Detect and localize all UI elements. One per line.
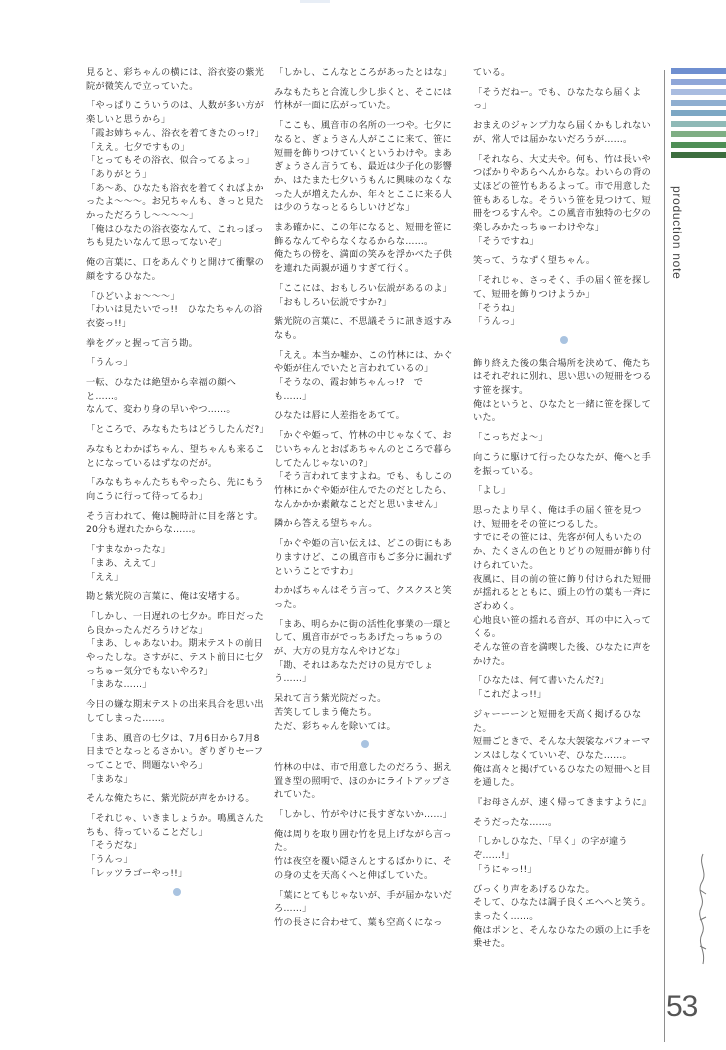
paragraph: 「うんっ」 <box>86 357 133 369</box>
decorative-color-stripes <box>671 68 726 172</box>
paragraph: 向こうに駆けて行ったひなたが、俺へと手を振っている。 <box>473 451 652 477</box>
color-stripe <box>671 100 726 106</box>
paragraph: 紫光院の言葉に、不思議そうに訊き返すみなも。 <box>274 316 453 341</box>
separator-dot-icon <box>560 336 568 344</box>
text-column-right <box>473 66 655 957</box>
color-stripe <box>671 121 726 127</box>
paragraph: おまえのジャンプ力なら届くかもしれないが、常人では届かないだろうが……。 <box>473 120 651 145</box>
paragraph: 「まあ、風音の七夕は、7月6日から7月8日までとなっとるさかい。ぎりぎりセーフってことで、問題ないやろ」 「まあな」 <box>86 732 264 785</box>
paragraph: 『お母さんが、速く帰ってきますように』 <box>473 797 652 809</box>
paragraph: ジャーーーンと短冊を天高く掲げるひなた。 短冊ごときで、そんな大袈裟なパフォーマンスはしなくていいぞ、ひなた……。 俺は高々と掲げているひなたの短冊へと目を通した。 <box>473 708 652 789</box>
paragraph: 「ここには、おもしろい伝説があるのよ」 「おもしろい伝説ですか?」 <box>274 282 453 308</box>
paragraph: 「ここも、風音市の名所の一つや。七夕になると、ぎょうさん人がここに来て、笹に短冊を飾りつけていくというわけや。まあぎょうさん言うても、最近は少子化の影響か、はたまた七夕いうもんに興味のなくなった人が増えたんか、年々とここに来る人は少のうなっとるらしいけどな」 <box>274 120 453 214</box>
paragraph: 「それじゃ、いきましょうか。鳴風さんたちも、待っていることだし」 「そうだな」 「うんっ」 「レッツラゴーやっ!!」 <box>86 813 265 879</box>
paragraph: 「こっちだよ～」 <box>473 432 548 444</box>
text-column-left <box>86 66 268 908</box>
paragraph: 「かぐや姫の言い伝えは、どこの街にもありますけど、この風音市もご多分に漏れずということですわ」 <box>274 538 453 577</box>
paragraph: ている。 <box>473 67 511 78</box>
paragraph: 「ええ。本当か嘘か、この竹林には、かぐや姫が住んでいたと言われているの」 「そうなの、霞お姉ちゃんっ!? でも……」 <box>274 349 453 402</box>
paragraph: 「ひなたは、何て書いたんだ?」 「これだよっ!!」 <box>473 675 610 701</box>
color-stripe <box>671 152 726 158</box>
paragraph: わかばちゃんはそう言って、クスクスと笑った。 <box>274 585 452 610</box>
paragraph: 「葉にとてもじゃないが、手が届かないだろ……」 竹の長さに合わせて、葉も空高くになっ <box>274 889 453 928</box>
paragraph: そう言われて、俺は腕時計に目を落とす。 20分も遅れたからな……。 <box>86 510 264 536</box>
paragraph: 竹林の中は、市で用意したのだろう、据え置き型の照明で、ほのかにライトアップされていた。 <box>274 761 453 801</box>
paragraph: びっくり声をあげるひなた。 そして、ひなたは調子良くエヘヘと笑う。 まったく……。 俺はポンと、そんなひなたの頭の上に手を乗せた。 <box>473 883 652 950</box>
top-edge-mark <box>300 0 330 3</box>
paragraph: 「すまなかったな」 「まあ、ええて」 「ええ」 <box>86 544 171 583</box>
paragraph: 隣から答える望ちゃん。 <box>274 518 378 530</box>
paragraph: 俺は周りを取り囲む竹を見上げながら言った。 竹は夜空を覆い隠さんとするばかりに、その身の丈を天高くへと伸ばしていた。 <box>274 828 453 881</box>
scene-separator <box>473 335 655 349</box>
paragraph: 「しかし、こんなところがあったとはな」 <box>274 67 452 78</box>
paragraph: 飾り終えた後の集合場所を決めて、俺たちはそれぞれに別れ、思い思いの短冊をつるす笹を探す。 俺はというと、ひなたと一緒に笹を探していた。 <box>473 357 652 424</box>
paragraph: 拳をグッと握って言う勘。 <box>86 337 198 349</box>
page-number: 53 <box>666 990 698 1023</box>
paragraph: 「それなら、大丈夫や。何も、竹は長いやつばかりやあらへんからな。わいらの背の丈ほどの笹竹もあるよって。市で用意した笹もあるしな。そういう笹を見つけて、短冊をつるすんや。この風音市独特の七夕の楽しみかたっちゅーわけやな」 「そうですね」 <box>473 153 652 247</box>
paragraph: 「まあ、明らかに街の活性化事業の一環として、風音市がでっちあげたっちゅうのが、大方の見方なんやけどな」 「勘、それはあなただけの見方でしょう……」 <box>274 618 452 685</box>
paragraph: みなもたちと合流し少し歩くと、そこには竹林が一面に広がっていた。 <box>274 86 453 112</box>
text-column-middle <box>274 66 456 936</box>
color-stripe <box>671 110 726 116</box>
paragraph: まあ確かに、この年になると、短冊を笹に飾るなんてやらなくなるからな……。 俺たちの傍を、満面の笑みを浮かべた子供を連れた両親が通りすぎて行く。 <box>274 222 453 275</box>
color-stripe <box>671 142 726 148</box>
paragraph: 「しかし、竹がやけに長すぎないか……」 <box>274 809 453 821</box>
paragraph: そうだったな……。 <box>473 816 558 828</box>
color-stripe <box>671 68 726 74</box>
scene-separator <box>86 887 268 901</box>
paragraph: 笑って、うなずく望ちゃん。 <box>473 255 596 267</box>
paragraph: ひなたは唇に人差指をあてて。 <box>274 410 406 422</box>
side-divider-line <box>664 70 665 1042</box>
paragraph: 「そうだねー。でも、ひなたなら届くよっ」 <box>473 86 642 112</box>
paragraph: 思ったより早く、俺は手の届く笹を見つけ、短冊をその笹につるした。 すでにその笹には、先客が何人もいたのか、たくさんの色とりどりの短冊が飾り付けられていた。 夜風に、目の前の笹に飾り付けられた短冊が揺れるとともに、頭上の竹の葉も一斉にざわめく。 心地良い笹の揺れる音が、耳の中に入ってくる。 そんな笹の音を満喫した後、ひなたに声をかけた。 <box>473 504 652 667</box>
signature-script-logo <box>694 850 712 970</box>
paragraph: 見ると、彩ちゃんの横には、浴衣姿の紫光院が微笑んで立っていた。 <box>86 67 265 92</box>
paragraph: そんな俺たちに、紫光院が声をかける。 <box>86 793 255 805</box>
scene-separator <box>274 739 456 753</box>
separator-dot-icon <box>361 740 369 748</box>
paragraph: 今日の嫌な期末テストの出来具合を思い出してしまった……。 <box>86 699 264 724</box>
color-stripe <box>671 131 726 137</box>
paragraph: 「ところで、みなもたちはどうしたんだ?」 <box>86 424 269 436</box>
section-label: production note <box>670 186 684 280</box>
paragraph: 「しかしひなた、「早く」の字が違うぞ……!」 「うにゃっ!!」 <box>473 836 628 875</box>
separator-dot-icon <box>173 888 181 896</box>
paragraph: 「ひどいよぉ～～～」 「わいは見たいでっ!! ひなたちゃんの浴衣姿っ!!」 <box>86 290 263 329</box>
paragraph: 一転、ひなたは絶望から幸福の顔へと……。 なんて、変わり身の早いやつ……。 <box>86 377 236 416</box>
paragraph: 「それじゃ、さっそく、手の届く笹を探して、短冊を飾りつけようか」 「そうね」 「うんっ」 <box>473 275 651 328</box>
paragraph: 「しかし、一日遅れの七夕か。昨日だったら良かったんだろうけどな」 「まあ、しゃあないわ。期末テストの前日やったしな。さすがに、テスト前日に七夕っちゅー気分でもないやろ?」 「まあな……」 <box>86 610 265 691</box>
color-stripe <box>671 79 726 85</box>
paragraph: 俺の言葉に、口をあんぐりと開けて衝撃の顔をするひなた。 <box>86 257 265 282</box>
paragraph: 「やっぱりこういうのは、人数が多い方が楽しいと思うから」 「霞お姉ちゃん、浴衣を着てきたのっ!?」 「ええ。七夕ですもの」 「とってもその浴衣、似合ってるよっ」 「ありがとう」 「あ～あ、ひなたも浴衣を着てくればよかったよ～～～。お兄ちゃんも、きっと見たかっただろうし～～～～」 「俺はひなたの浴衣姿なんて、これっぽっちも見たいなんて思ってないぞ」 <box>86 100 265 249</box>
paragraph: 「かぐや姫って、竹林の中じゃなくて、おじいちゃんとおばあちゃんのところで暮らしてたんじゃないの?」 「そう言われてますよね。でも、もしこの竹林にかぐや姫が住んでたのだとしたら、なんかかか素敵なことだと思いません」 <box>274 430 453 510</box>
paragraph: みなもとわかばちゃん、望ちゃんも来ることになっているはずなのだが。 <box>86 443 265 469</box>
paragraph: 「よし」 <box>473 485 511 497</box>
paragraph: 勘と紫光院の言葉に、俺は安堵する。 <box>86 591 246 603</box>
color-stripe <box>671 89 726 95</box>
paragraph: 「みなもちゃんたちもやったら、先にもう向こうに行って待ってるわ」 <box>86 477 265 502</box>
paragraph: 呆れて言う紫光院だった。 苦笑してしまう俺たち。 ただ、彩ちゃんを除いては。 <box>274 693 396 732</box>
